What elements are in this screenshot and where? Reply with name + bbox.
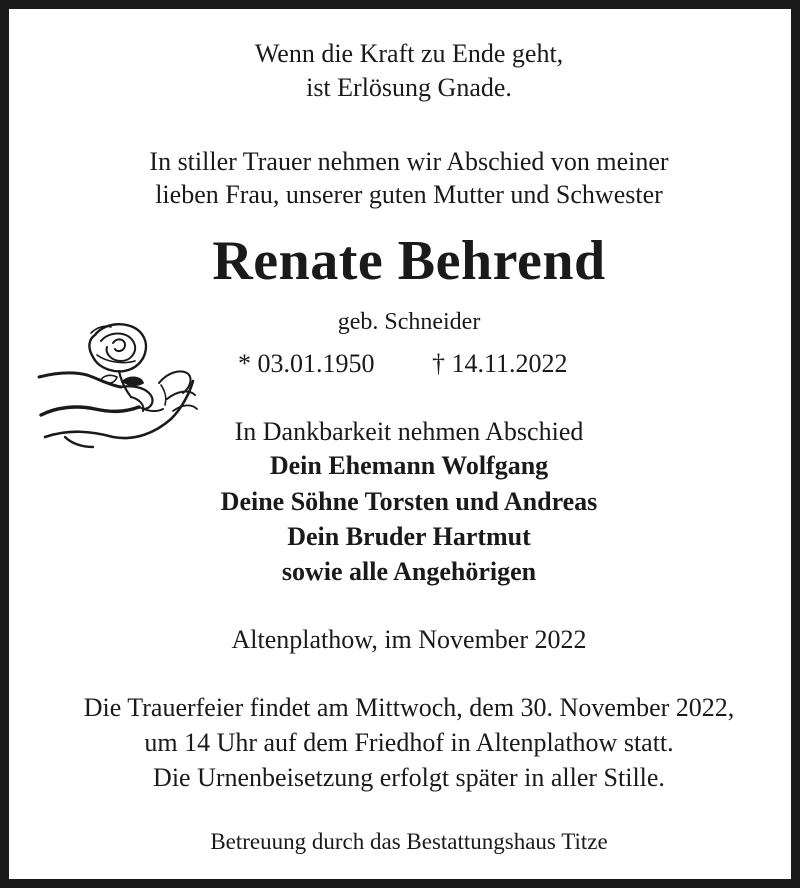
funeral-home-credit: Betreuung durch das Bestattungshaus Titze xyxy=(210,829,608,854)
death-date: † 14.11.2022 xyxy=(432,349,568,378)
mourner-line: Dein Bruder Hartmut xyxy=(287,522,531,551)
birth-date: * 03.01.1950 xyxy=(238,349,375,378)
intro-line-2: lieben Frau, unserer guten Mutter und Schwester xyxy=(155,180,663,209)
verse-line-2: ist Erlösung Gnade. xyxy=(306,73,512,102)
funeral-line-1: Die Trauerfeier findet am Mittwoch, dem 30. November 2022, xyxy=(83,693,735,722)
intro-line-1: In stiller Trauer nehmen wir Abschied von meiner xyxy=(149,147,669,176)
place-date: Altenplathow, im November 2022 xyxy=(231,625,587,654)
deceased-name: Renate Behrend xyxy=(212,230,606,292)
mourner-line: sowie alle Angehörigen xyxy=(281,557,537,586)
mourner-line: Dein Ehemann Wolfgang xyxy=(269,451,549,480)
mourner-line: Deine Söhne Torsten und Andreas xyxy=(220,487,598,516)
maiden-name: geb. Schneider xyxy=(337,309,481,335)
funeral-line-2: um 14 Uhr auf dem Friedhof in Altenplathow statt. xyxy=(144,728,674,757)
mourners-intro: In Dankbarkeit nehmen Abschied xyxy=(234,417,584,446)
funeral-line-3: Die Urnenbeisetzung erfolgt später in aller Stille. xyxy=(153,763,665,792)
verse-line-1: Wenn die Kraft zu Ende geht, xyxy=(254,39,564,68)
